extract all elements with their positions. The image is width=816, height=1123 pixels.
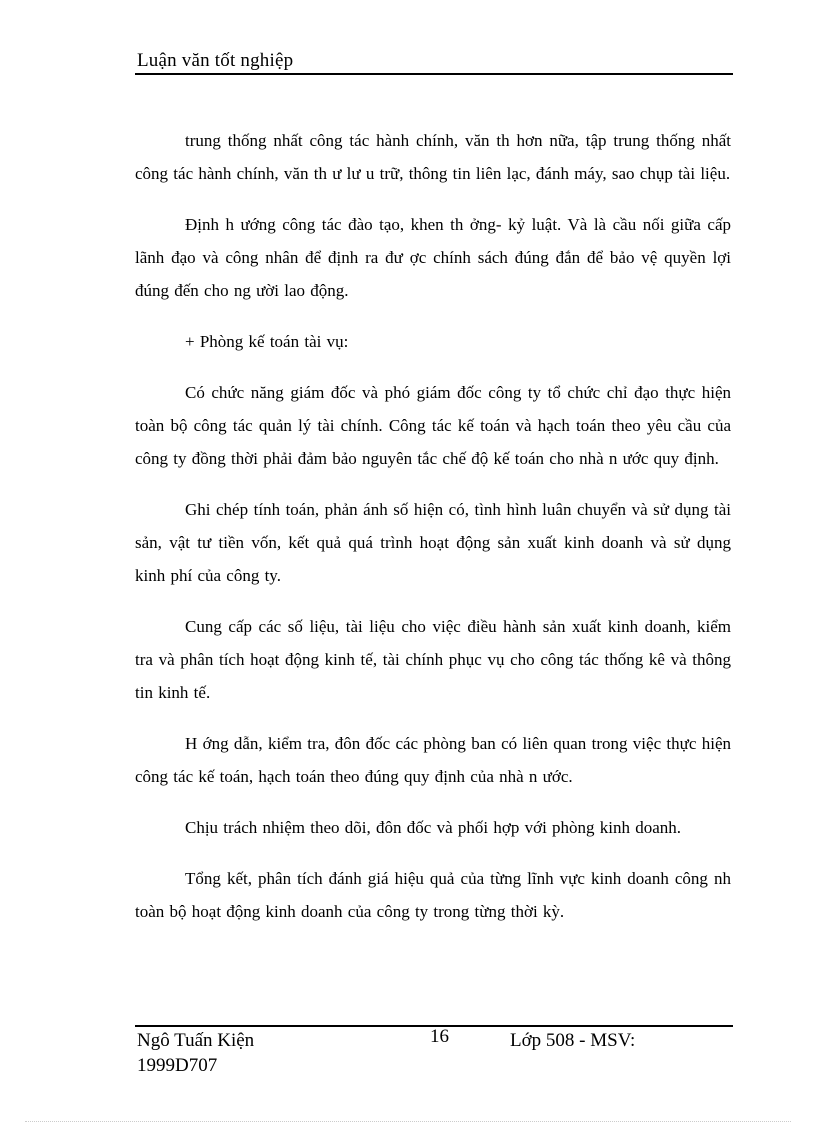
footer-class-info: Lớp 508 - MSV:	[510, 1030, 636, 1051]
paragraph-1: trung thống nhất công tác hành chính, văn th hơn nữa, tập trung thống nhất công tác hành chính, văn th ư lư u trữ, thông tin liên lạc, đánh máy, sao chụp tài liệu.	[135, 131, 731, 183]
paragraph-6: H ớng dẫn, kiểm tra, đôn đốc các phòng ban có liên quan trong việc thực hiện công tác kế toán, hạch toán theo đúng quy định của nhà n ước.	[135, 734, 731, 786]
paragraph-2: Định h ướng công tác đào tạo, khen th ởng- kỷ luật. Và là cầu nối giữa cấp lãnh đạo và công nhân để định ra đư ợc chính sách đúng đắn để bảo vệ quyền lợi đúng đến cho ng ười lao động.	[135, 215, 731, 300]
paragraph-4: Ghi chép tính toán, phản ánh số hiện có, tình hình luân chuyển và sử dụng tài sản, vật tư tiền vốn, kết quả quá trình hoạt động sản xuất kinh doanh và sử dụng kinh phí của công ty.	[135, 500, 731, 585]
page-header-title: Luận văn tốt nghiệp	[137, 50, 294, 71]
footer-author: Ngô Tuấn Kiện	[137, 1030, 255, 1051]
paragraph-8: Tổng kết, phân tích đánh giá hiệu quả của từng lĩnh vực kinh doanh công nh toàn bộ hoạt động kinh doanh của công ty trong từng thời kỳ.	[135, 869, 731, 921]
section-heading-accounting: + Phòng kế toán tài vụ:	[185, 332, 349, 351]
page-edge-dotted-line	[25, 1121, 791, 1122]
paragraph-5: Cung cấp các số liệu, tài liệu cho việc điều hành sản xuất kinh doanh, kiểm tra và phân tích hoạt động kinh tế, tài chính phục vụ cho công tác thống kê và thông tin kinh tế.	[135, 617, 731, 702]
header-divider	[135, 73, 733, 75]
paragraph-3: Có chức năng giám đốc và phó giám đốc công ty tổ chức chỉ đạo thực hiện toàn bộ công tác quản lý tài chính. Công tác kế toán và hạch toán theo yêu cầu của công ty đồng thời phải đảm bảo nguyên tắc chế độ kế toán cho nhà n ước quy định.	[135, 383, 731, 468]
page-number: 16	[430, 1026, 449, 1047]
paragraph-7: Chịu trách nhiệm theo dõi, đôn đốc và phối hợp với phòng kinh doanh.	[185, 818, 682, 837]
document-body	[135, 124, 731, 946]
footer-student-id: 1999D707	[137, 1055, 218, 1076]
